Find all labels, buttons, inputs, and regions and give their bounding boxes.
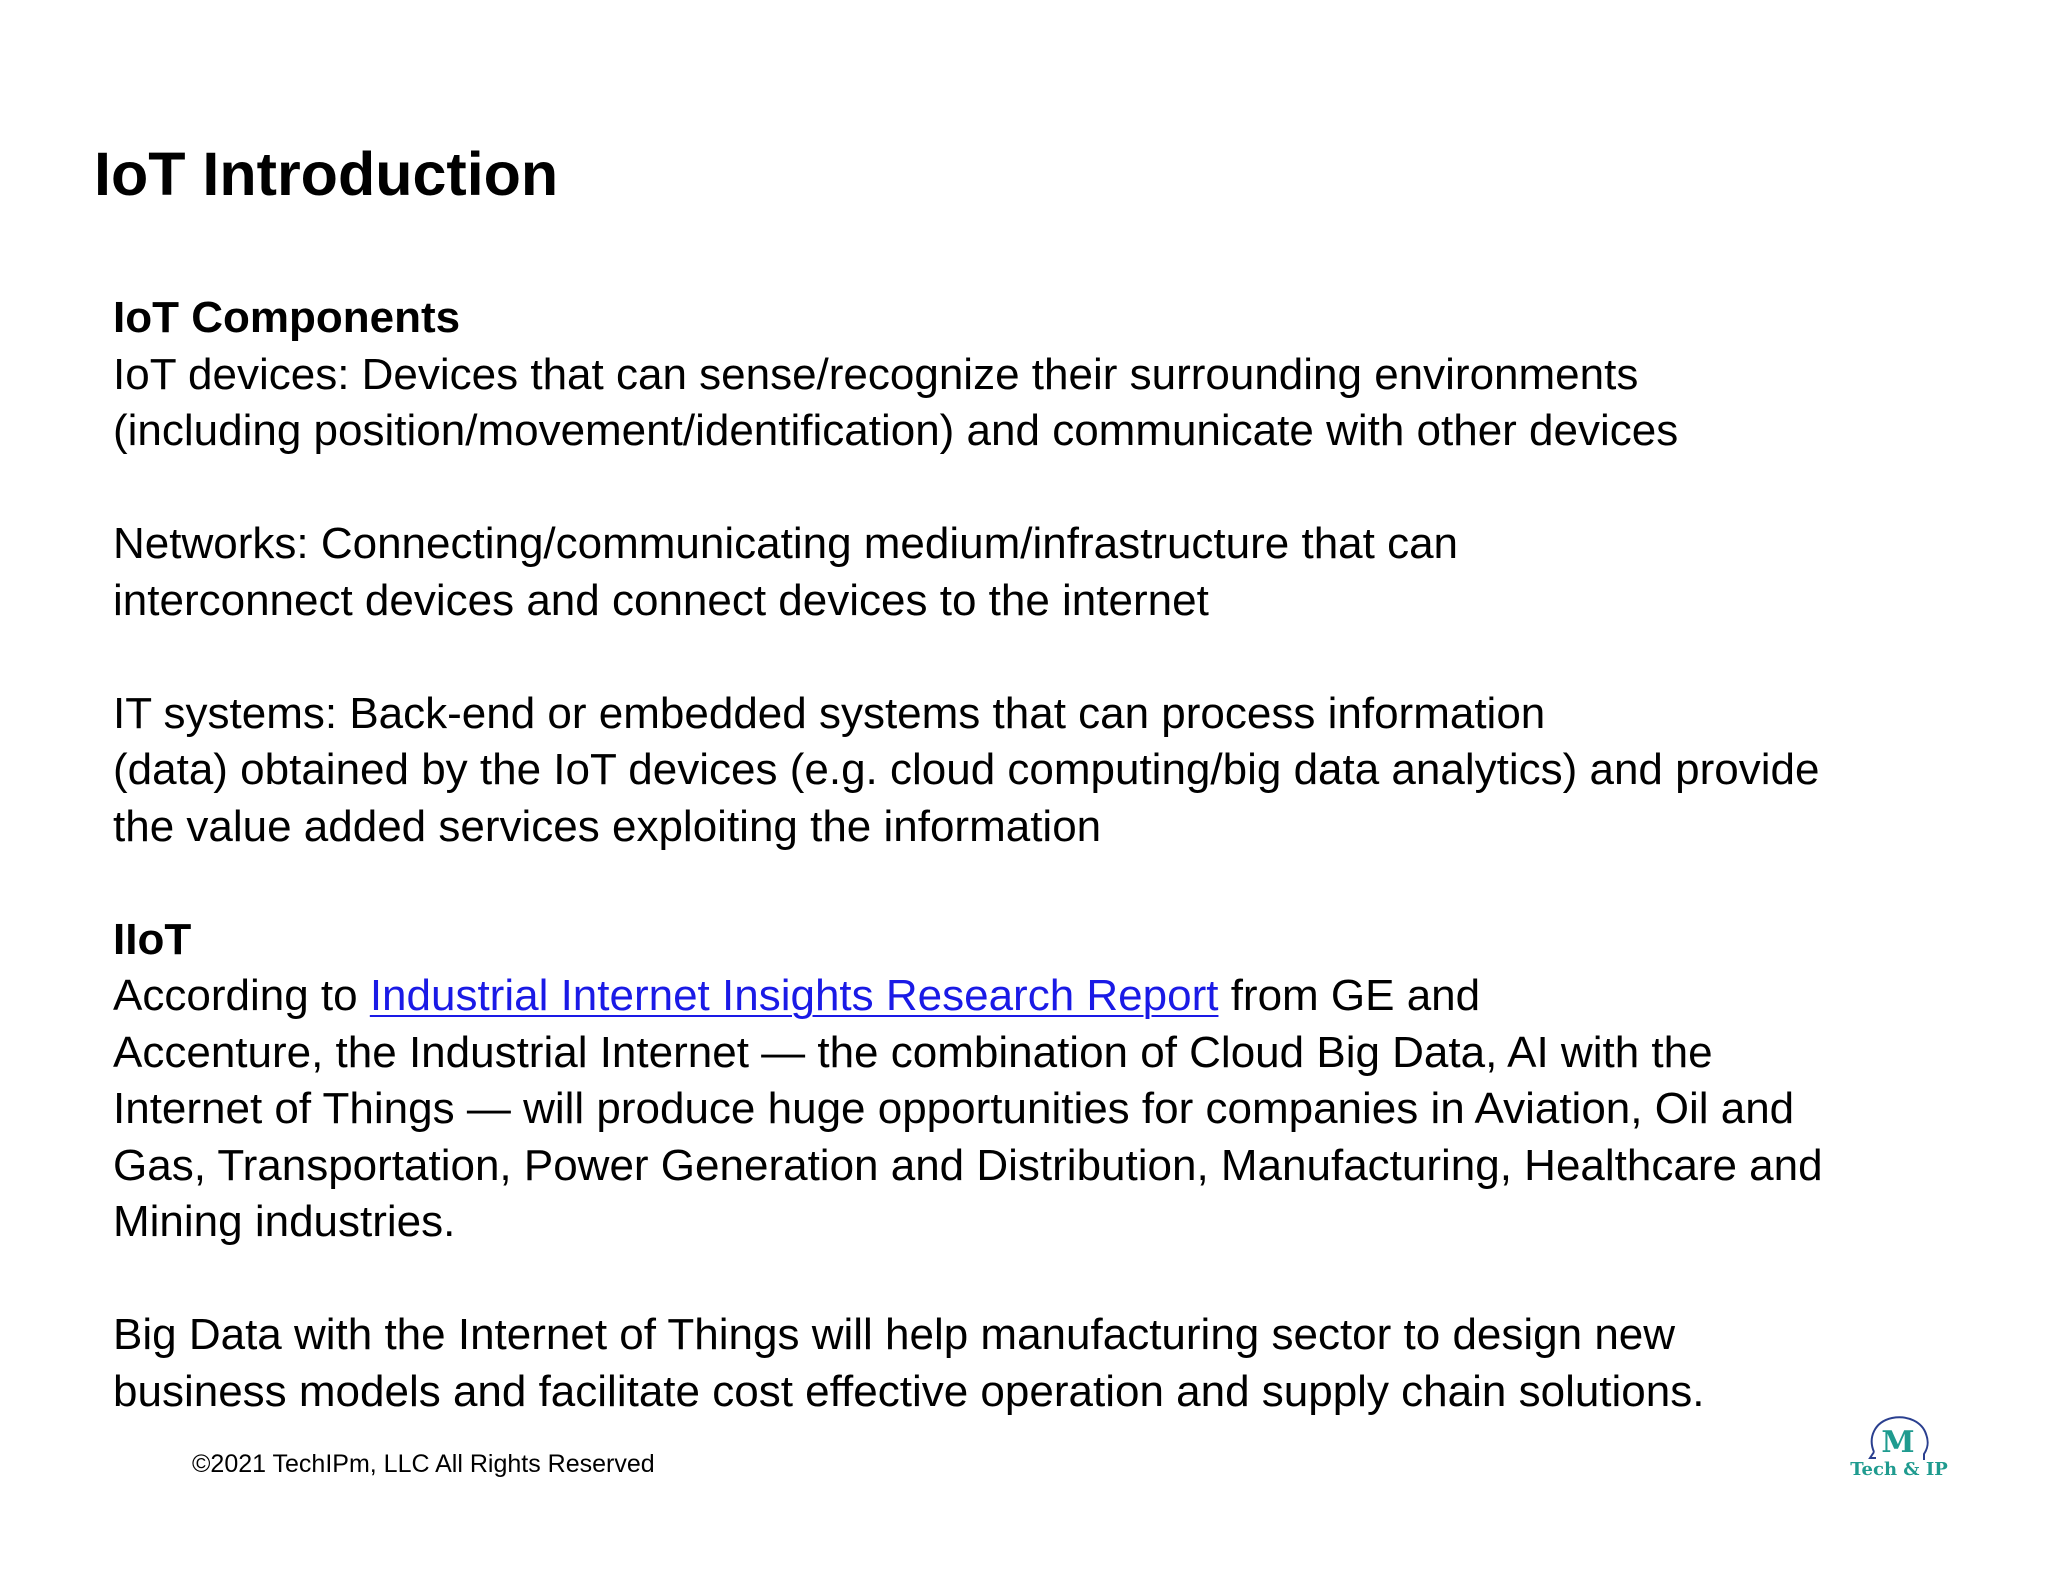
logo-text: Tech & IP	[1850, 1459, 1948, 1480]
big-data-line-1: Big Data with the Internet of Things will help manufacturing sector to design new	[113, 1310, 1676, 1359]
spacer	[113, 1251, 2013, 1308]
devices-line-1: IoT devices: Devices that can sense/recognize their surrounding environments	[113, 349, 1639, 399]
iiot-line-1-before: According to	[113, 971, 370, 1020]
iiot-line-1-after: from GE and	[1218, 971, 1481, 1020]
iiot-line-5: Mining industries.	[113, 1197, 456, 1246]
iiot-line-2: Accenture, the Industrial Internet — the combination of Cloud Big Data, AI with the	[113, 1027, 1713, 1077]
networks-line-2: interconnect devices and connect devices to the internet	[113, 575, 1209, 625]
devices-line-2: (including position/movement/identification) and communicate with other devices	[113, 406, 1679, 455]
logo-head-icon	[1834, 1408, 1964, 1480]
techipm-logo	[1834, 1408, 1964, 1480]
networks-line-1: Networks: Connecting/communicating medium/infrastructure that can	[113, 519, 1459, 568]
spacer	[113, 629, 2013, 686]
logo-mark: M	[1881, 1425, 1915, 1460]
it-systems-line-3: the value added services exploiting the information	[113, 801, 1102, 851]
slide-title: IoT Introduction	[94, 140, 559, 208]
it-systems-line-2: (data) obtained by the IoT devices (e.g. cloud computing/big data analytics) and provide	[113, 745, 1820, 794]
iiot-line-3: Internet of Things — will produce huge opportunities for companies in Aviation, Oil and	[113, 1084, 1795, 1133]
copyright-notice: ©2021 TechIPm, LLC All Rights Reserved	[192, 1450, 655, 1478]
slide-body	[113, 290, 2013, 1420]
iiot-line-4: Gas, Transportation, Power Generation and Distribution, Manufacturing, Healthcare and	[113, 1140, 1823, 1190]
spacer	[113, 460, 2013, 517]
big-data-line-2: business models and facilitate cost effective operation and supply chain solutions.	[113, 1366, 1705, 1416]
research-report-link[interactable]: Industrial Internet Insights Research Report	[369, 971, 1219, 1020]
iiot-heading: IIoT	[113, 914, 192, 964]
it-systems-line-1: IT systems: Back-end or embedded systems that can process information	[113, 688, 1546, 738]
spacer	[113, 855, 2013, 912]
components-heading: IoT Components	[113, 293, 461, 342]
iiot-line-1	[113, 968, 2013, 1025]
